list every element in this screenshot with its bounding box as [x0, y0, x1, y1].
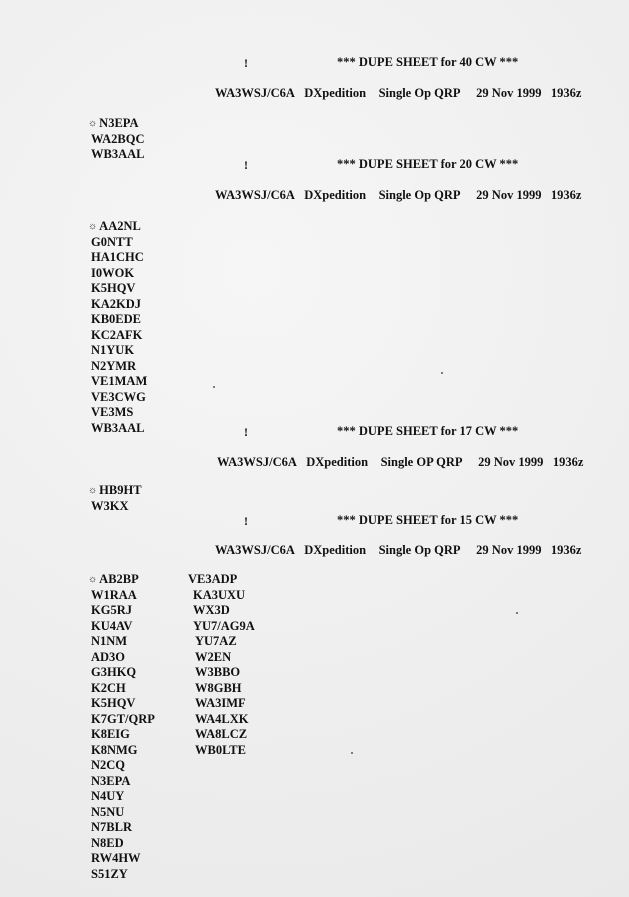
section-marker: ! [244, 425, 248, 439]
scan-speck [441, 372, 443, 374]
callsign-entry: N4UY [91, 789, 125, 803]
callsign-entry: N1NM [91, 634, 128, 648]
callsign-entry: N5NU [91, 804, 125, 819]
callsign-entry: WA8LCZ [195, 727, 248, 741]
info-callsign: WA3WSJ/C6A [215, 86, 295, 100]
callsign-entry: G3HKQ [91, 665, 137, 679]
section-title: *** DUPE SHEET for 20 CW *** [337, 157, 519, 171]
callsign-entry: W3KX [91, 498, 129, 513]
callsign-entry: RW4HW [91, 851, 141, 865]
callsign-entry: WA3IMF [195, 696, 246, 710]
section-info [215, 188, 581, 202]
info-event: DXpedition [306, 455, 369, 469]
callsign-entry: YU7/AG9A [193, 618, 255, 633]
callsign-entry: S51ZY [91, 866, 128, 881]
info-category: Single Op QRP [378, 543, 461, 557]
scan-speck [516, 612, 518, 614]
callsign-entry: W1RAA [91, 587, 137, 602]
info-callsign: WA3WSJ/C6A [217, 455, 297, 469]
callsign-entry: N2YMR [91, 358, 137, 373]
section-title: *** DUPE SHEET for 17 CW *** [337, 424, 519, 438]
info-category: Single OP QRP [380, 455, 463, 469]
info-time: 1936z [550, 188, 582, 202]
callsign-entry: I0WOK [91, 265, 135, 280]
first-entry-icon: ☼ [88, 118, 98, 129]
callsign-entry: VE1MAM [91, 374, 148, 388]
callsign-column-2 [188, 572, 255, 758]
info-time: 1936z [552, 455, 584, 469]
callsign-entry: HA1CHC [91, 250, 144, 264]
section-info [215, 86, 581, 100]
info-date: 29 Nov 1999 [478, 455, 544, 469]
info-callsign: WA3WSJ/C6A [215, 543, 295, 557]
callsign-entry: WA2BQC [91, 131, 145, 146]
callsign-entry: WB3AAL [91, 420, 145, 435]
callsign-column [88, 572, 155, 882]
info-time: 1936z [550, 543, 582, 557]
callsign-entry: K2CH [91, 680, 126, 695]
section-marker: ! [244, 56, 248, 70]
scan-speck [351, 752, 353, 754]
section-marker: ! [244, 158, 248, 172]
callsign-entry: KA3UXU [193, 587, 246, 602]
callsign-entry: W3BBO [195, 665, 241, 679]
callsign-entry: KU4AV [91, 618, 133, 633]
callsign-entry: K7GT/QRP [91, 711, 155, 726]
callsign-entry: G0NTT [91, 234, 133, 249]
callsign-entry: ☼ HB9HT [88, 483, 142, 497]
info-category: Single Op QRP [378, 86, 461, 100]
info-date: 29 Nov 1999 [476, 543, 542, 557]
section-info [215, 543, 581, 557]
callsign-entry: VE3ADP [188, 572, 238, 586]
scan-speck [213, 386, 215, 388]
callsign-entry: WX3D [193, 603, 230, 617]
info-event: DXpedition [304, 86, 367, 100]
callsign-entry: N1YUK [91, 343, 135, 357]
info-event: DXpedition [304, 543, 367, 557]
callsign-column [88, 219, 147, 436]
callsign-entry: VE3MS [91, 405, 134, 419]
callsign-entry: WB3AAL [91, 147, 145, 161]
callsign-column [88, 116, 144, 163]
callsign-entry: YU7AZ [195, 634, 237, 648]
info-category: Single Op QRP [378, 188, 461, 202]
callsign-entry: K5HQV [91, 696, 136, 710]
callsign-entry: K8EIG [91, 727, 130, 741]
callsign-entry: W8GBH [195, 680, 242, 695]
info-event: DXpedition [304, 188, 367, 202]
callsign-entry: N2CQ [91, 758, 126, 772]
info-date: 29 Nov 1999 [476, 86, 542, 100]
info-callsign: WA3WSJ/C6A [215, 188, 295, 202]
first-entry-icon: ☼ [88, 485, 98, 496]
callsign-entry: KA2KDJ [91, 296, 141, 311]
callsign-entry: ☼ N3EPA [88, 116, 139, 130]
callsign-entry: VE3CWG [91, 389, 146, 404]
section-title: *** DUPE SHEET for 40 CW *** [337, 55, 519, 69]
callsign-entry: ☼ AB2BP [88, 572, 139, 586]
section-marker: ! [244, 514, 248, 528]
callsign-entry: KB0EDE [91, 312, 142, 326]
callsign-entry: WA4LXK [195, 711, 249, 726]
callsign-entry: W2EN [195, 649, 232, 664]
first-entry-icon: ☼ [88, 221, 98, 232]
section-info [217, 455, 583, 469]
callsign-entry: WB0LTE [195, 742, 246, 757]
info-time: 1936z [550, 86, 582, 100]
callsign-entry: KC2AFK [91, 327, 143, 342]
callsign-entry: KG5RJ [91, 603, 132, 617]
callsign-column [88, 483, 142, 514]
callsign-entry: N7BLR [91, 820, 132, 834]
callsign-entry: ☼ AA2NL [88, 219, 141, 233]
callsign-entry: N8ED [91, 835, 124, 850]
first-entry-icon: ☼ [88, 574, 98, 585]
info-date: 29 Nov 1999 [476, 188, 542, 202]
callsign-entry: N3EPA [91, 773, 131, 788]
callsign-entry: K5HQV [91, 281, 136, 295]
callsign-entry: AD3O [91, 649, 126, 664]
section-title: *** DUPE SHEET for 15 CW *** [337, 513, 519, 527]
callsign-entry: K8NMG [91, 742, 138, 757]
